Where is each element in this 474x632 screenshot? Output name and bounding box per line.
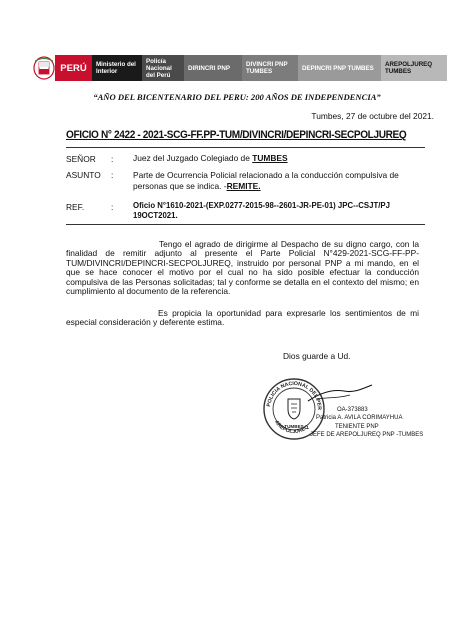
asunto-text: Parte de Ocurrencia Policial relacionado a la conducción compulsiva de personas que se indica. - [133, 170, 399, 191]
senor-text: Juez del Juzgado Colegiado de [133, 153, 253, 163]
asunto-value [133, 170, 425, 191]
senor-value [133, 153, 425, 164]
closing-line: Dios guarde a Ud. [283, 351, 351, 361]
handwritten-signature [306, 383, 374, 405]
signature-code: OA-373883 [337, 407, 368, 413]
header-dirincri: DIRINCRI PNP [184, 55, 242, 81]
ref-colon: : [111, 202, 114, 212]
header-peru: PERÚ [55, 55, 92, 81]
svg-text:TUMBES: TUMBES [284, 424, 304, 429]
body-paragraph-2 [66, 309, 419, 328]
oficio-title: OFICIO N° 2422 - 2021-SCG-FF.PP-TUM/DIVINCRI/DEPINCRI-SECPOLJUREQ [66, 129, 407, 141]
document-date: Tumbes, 27 de octubre del 2021. [311, 111, 434, 121]
fields-divider [66, 224, 425, 225]
signature-rank: TENIENTE PNP [335, 424, 379, 430]
year-motto: “AÑO DEL BICENTENARIO DEL PERU: 200 AÑOS DE INDEPENDENCIA” [93, 92, 381, 102]
ref-value: Oficio N°1610-2021-(EXP.0277-2015-98--2601-JR-PE-01) JPC--CSJT/PJ 19OCT2021. [133, 201, 390, 220]
body-paragraph-1-text: Tengo el agrado de dirigirme al Despacho de su digno cargo, con la finalidad de remitir adjunto al presente el Parte Policial N°429-2021-SCG-FF-PP-TUM/DIVINCRI/DEPINCRI-SECPOLJUREQ, instruido por personal PNP a mi mando, en el que se hace conocer el motivo por el cual no ha sido posible efectuar la conducción compulsiva de las Personas solicitadas; tal y conforme se detalla en el contexto del mismo; en cumplimiento al documento de la referencia. [66, 239, 419, 297]
header-divincri: DIVINCRI PNP TUMBES [242, 55, 298, 81]
svg-text:POLICIA NACIONAL DEL PERU: POLICIA NACIONAL DEL PER [266, 380, 323, 411]
senor-label: SEÑOR [66, 154, 96, 164]
asunto-colon: : [111, 170, 114, 180]
header-depincri: DEPINCRI PNP TUMBES [298, 55, 381, 81]
header-arepoljureq: AREPOLJUREQ TUMBES [381, 55, 447, 81]
body-paragraph-1 [66, 240, 419, 296]
senor-place: TUMBES [252, 153, 288, 163]
institutional-header-band [27, 55, 447, 81]
header-ministerio: Ministerio del Interior [92, 55, 142, 81]
asunto-label: ASUNTO [66, 170, 101, 180]
senor-colon: : [111, 154, 114, 164]
header-policia: Policía Nacional del Perú [142, 55, 184, 81]
title-divider [66, 147, 425, 148]
asunto-remite: REMITE. [226, 180, 261, 191]
signature-name: Patricia A. AVILA CORIMAYHUA [316, 415, 403, 421]
svg-text:AREPOLJUREQ: AREPOLJUREQ [272, 419, 311, 436]
body-paragraph-2-text: Es propicia la oportunidad para expresarle los sentimientos de mi especial consideración y deferente estima. [66, 308, 419, 328]
signature-position: JEFE DE AREPOLJUREQ PNP -TUMBES [310, 432, 424, 438]
ref-label: REF. [66, 202, 85, 212]
